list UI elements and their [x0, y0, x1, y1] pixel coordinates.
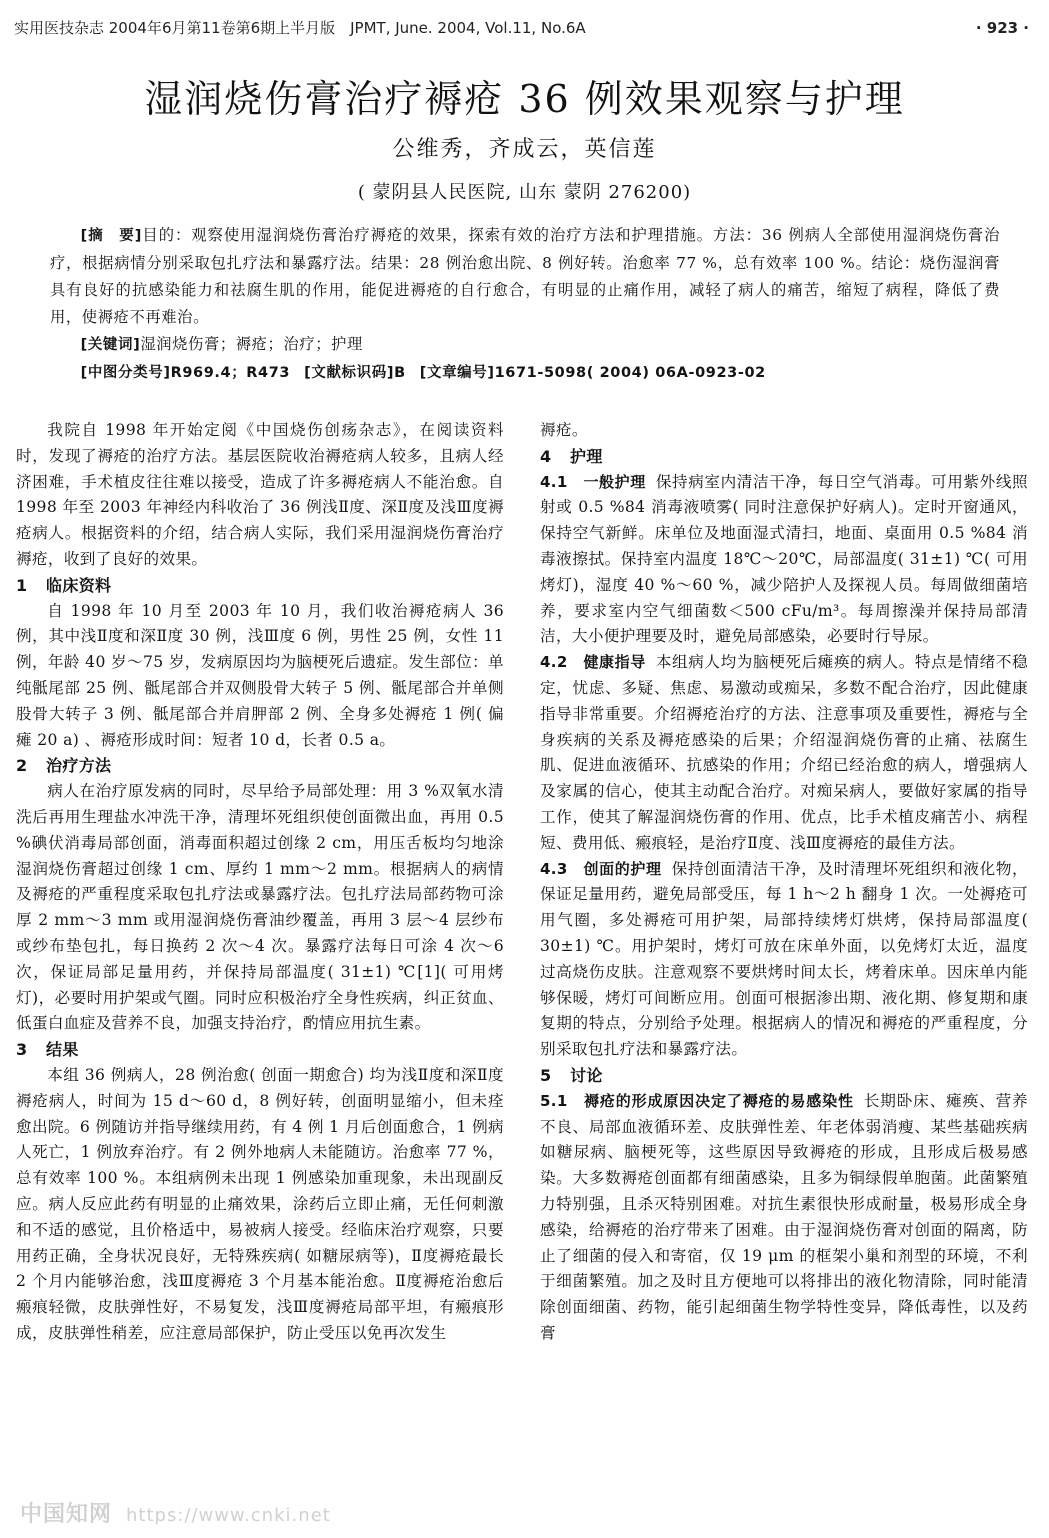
article-number-label: [文章编号] [419, 365, 495, 381]
abstract-paragraph [50, 222, 1000, 331]
abstract-text: 目的：观察使用湿润烧伤膏治疗褥疮的效果，探索有效的治疗方法和护理措施。方法：36 例病人全部使用湿润烧伤膏治疗，根据病情分别采取包扎疗法和暴露疗法。结果：28 例治愈出院、8 例好转。治愈率 77 %，总有效率 100 %。结论：烧伤湿润膏具有良好的抗感染能力和祛腐生肌的作用，能促进褥疮的自行愈合，有明显的止痛作用，减轻了病人的痛苦，缩短了病程，降低了费用，使褥疮不再难治。 [50, 226, 1000, 326]
doc-code-label: [文献标识码] [304, 365, 395, 381]
section-3-heading: 3 结果 [16, 1040, 79, 1060]
section-5-heading: 5 讨论 [540, 1065, 603, 1085]
article-title: 湿润烧伤膏治疗褥疮 36 例效果观察与护理 [144, 77, 905, 121]
abstract-block [50, 222, 1000, 387]
right-column [540, 418, 1028, 1528]
section-1-heading: 1 临床资料 [16, 575, 112, 595]
intro-paragraph: 我院自 1998 年开始定阅《中国烧伤创疡杂志》，在阅读资料时，发现了褥疮的治疗方法。基层医院收治褥疮病人较多，且病人经济困难，手术植皮往往难以接受，造成了许多褥疮病人不能治愈。自 1998 年至 2003 年神经内科收治了 36 例浅Ⅱ度、深Ⅱ度及浅Ⅲ度褥疮病人。根据资料的介绍，结合病人实际，我们采用湿润烧伤膏治疗褥疮，收到了良好的效果。 [16, 421, 504, 568]
section-4-2: 4.2 健康指导 本组病人均为脑梗死后瘫痪的病人。特点是情绪不稳定，忧虑、多疑、焦虑、易激动或痴呆，多数不配合治疗，因此健康指导非常重要。介绍褥疮治疗的方法、注意事项及重要性，褥疮与全身疾病的关系及褥疮感染的后果；介绍湿润烧伤膏的止痛、祛腐生肌、促进血液循环、抗感染的作用；介绍已经治愈的病人，增强病人及家属的信心，使其主动配合治疗。对痴呆病人，要做好家属的指导工作，使其了解湿润烧伤膏的作用、优点，比手术植皮痛苦小、病程短、费用低、瘢痕轻，是治疗Ⅱ度、浅Ⅲ度褥疮的最佳方法。 [540, 653, 1028, 852]
article-number-value: 1671-5098( 2004) 06A-0923-02 [494, 365, 766, 381]
page-number: · 923 · [975, 19, 1029, 37]
section-5-1: 5.1 褥疮的形成原因决定了褥疮的易感染性 长期卧床、瘫痪、营养不良、局部血液循环差、皮肤弹性差、年老体弱消瘦、某些基础疾病如糖尿病、脑梗死等，这些原因导致褥疮的形成，且形成后极易感染。大多数褥疮创面都有细菌感染，且多为铜绿假单胞菌。此菌繁殖力特别强，且杀灭特别困难。对抗生素很快形成耐量，极易形成全身感染，给褥疮的治疗带来了困难。由于湿润烧伤膏对创面的隔离，防止了细菌的侵入和寄宿，仅 19 μm 的框架小巢和剂型的环境，不利于细菌繁殖。加之及时且方便地可以将排出的液化物清除，同时能清除创面细菌、药物，能引起细菌生物学特性变异，降低毒性，以及药膏 [540, 1091, 1028, 1342]
left-column [16, 418, 504, 1528]
clc-label: [中图分类号] [80, 365, 171, 381]
continued-text: 褥疮。 [540, 421, 588, 439]
doc-code-value: B [394, 365, 406, 381]
watermark-brand: 中国知网 [20, 1502, 113, 1527]
section-4-1: 4.1 一般护理 保持病室内清洁干净，每日空气消毒。可用紫外线照射或 0.5 %84 消毒液喷雾( 同时注意保护好病人)。定时开窗通风，保持空气新鲜。床单位及地面湿式清扫，地面、桌面用 0.5 %84 消毒液擦拭。保持室内温度 18℃～20℃，局部温度( 31±1) ℃( 可用烤灯)，湿度 40 %～60 %，减少陪护人及探视人员。每周做细菌培养，要求室内空气细菌数＜500 cFu/m³。每周擦澡并保持局部清洁，大小便护理要及时，避免局部感染，必要时行导尿。 [540, 472, 1028, 646]
abstract-label: [摘 要] [80, 228, 142, 244]
clc-value: R969.4；R473 [170, 365, 291, 381]
author-affiliation: ( 蒙阴县人民医院, 山东 蒙阴 276200) [357, 182, 692, 203]
watermark-url: https://www.cnki.net [126, 1505, 331, 1526]
running-head [14, 18, 1029, 38]
keywords-line [50, 331, 1000, 359]
keywords-text: 湿润烧伤膏；褥疮；治疗；护理 [140, 335, 363, 353]
classification-line [50, 359, 1000, 387]
section-4-3: 4.3 创面的护理 保持创面清洁干净，及时清理坏死组织和液化物，保证足量用药，避免局部受压，每 1 h～2 h 翻身 1 次。一处褥疮可用气圈，多处褥疮可用护架，局部持续烤灯烘烤，保持局部温度( 30±1) ℃。用护架时，烤灯可放在床单外面，以免烤灯太近，温度过高烧伤皮肤。注意观察不要烘烤时间太长，烤着床单。因床单内能够保暖，烤灯可间断应用。创面可根据渗出期、液化期、修复期和康复期的特点，分别给予处理。根据病人的情况和褥疮的严重程度，分别采取包扎疗法和暴露疗法。 [540, 859, 1028, 1059]
section-1-text: 自 1998 年 10 月至 2003 年 10 月，我们收治褥疮病人 36 例，其中浅Ⅱ度和深Ⅱ度 30 例，浅Ⅲ度 6 例，男性 25 例，女性 11 例，年龄 40 岁～75 岁，发病原因均为脑梗死后遗症。发生部位：单纯骶尾部 25 例、骶尾部合并双侧股骨大转子 5 例、骶尾部合并单侧股骨大转子 3 例、骶尾部合并肩胛部 2 例、全身多处褥疮 1 例( 偏瘫 20 a) 、褥疮形成时间：短者 10 d，长者 0.5 a。 [16, 601, 504, 749]
keywords-label: [关键词] [80, 337, 141, 353]
article-authors: 公维秀，齐成云，英信莲 [392, 137, 657, 162]
section-4-heading: 4 护理 [540, 446, 603, 466]
section-3-text: 本组 36 例病人，28 例治愈( 创面一期愈合) 均为浅Ⅱ度和深Ⅱ度褥疮病人，时间为 15 d～60 d，8 例好转，创面明显缩小，但未痊愈出院。6 例随访并指导继续用药，有 4 例 1 月后创面愈合，1 例病人死亡，1 例放弃治疗。有 2 例外地病人未能随访。治愈率 77 %，总有效率 100 %。本组病例未出现 1 例感染加重现象，未出现副反应。病人反应此药有明显的止痛效果，涂药后立即止痛，无任何刺激和不适的感觉，且价格适中，易被病人接受。经临床治疗观察，只要用药正确，全身状况良好，无特殊疾病( 如糖尿病等)，Ⅱ度褥疮最长 2 个月内能够治愈，浅Ⅲ度褥疮 3 个月基本能治愈。Ⅱ度褥疮治愈后瘢痕轻微，皮肤弹性好，不易复发，浅Ⅲ度褥疮局部平坦，有瘢痕形成，皮肤弹性稍差，应注意局部保护，防止受压以免再次发生 [16, 1065, 504, 1342]
cnki-watermark [20, 1500, 331, 1531]
journal-citation: 实用医技杂志 2004年6月第11卷第6期上半月版 JPMT, June. 2004, Vol.11, No.6A [14, 19, 586, 37]
section-2-text: 病人在治疗原发病的同时，尽早给予局部处理：用 3 %双氧水清洗后再用生理盐水冲洗干净，清理坏死组织使创面微出血，再用 0.5 %碘伏消毒局部创面，消毒面积超过创缘 2 cm，用压舌板均匀地涂湿润烧伤膏超过创缘 1 cm、厚约 1 mm～2 mm。根据病人的病情及褥疮的严重程度采取包扎疗法或暴露疗法。包扎疗法局部药物可涂厚 2 mm～3 mm 或用湿润烧伤膏油纱覆盖，再用 3 层～4 层纱布或纱布垫包扎，每日换药 2 次～4 次。暴露疗法每日可涂 4 次～6 次，保证局部足量用药，并保持局部温度( 31±1) ℃[1]( 可用烤灯)，必要时用护架或气圈。同时应积极治疗全身性疾病，纠正贫血、低蛋白血症及营养不良，加强支持治疗，酌情应用抗生素。 [16, 782, 504, 1033]
section-2-heading: 2 治疗方法 [16, 756, 112, 776]
